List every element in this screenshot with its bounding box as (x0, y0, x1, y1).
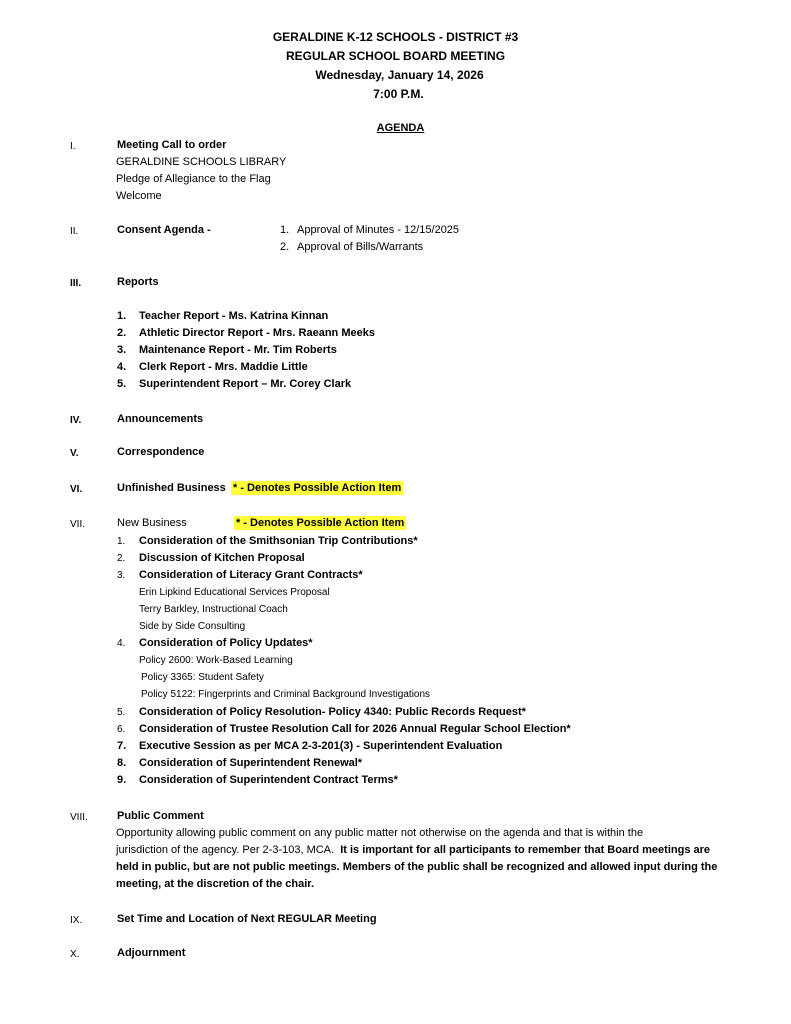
section-number: III. (70, 278, 82, 289)
list-item: Consideration of Policy Resolution- Policy 4340: Public Records Request* (139, 706, 526, 718)
section-title: Reports (117, 276, 159, 288)
action-item-note: * - Denotes Possible Action Item (233, 482, 402, 494)
list-item: Consideration of Literacy Grant Contracts* (139, 569, 363, 581)
list-item: Consideration of Trustee Resolution Call for 2026 Annual Regular School Election* (139, 723, 571, 735)
sub-item: Policy 2600: Work-Based Learning (139, 655, 293, 666)
section-title: Announcements (117, 413, 204, 425)
section-number: IV. (70, 415, 82, 426)
list-item: Teacher Report - Ms. Katrina Kinnan (139, 310, 329, 322)
paragraph-line: meeting, at the discretion of the chair. (116, 878, 315, 890)
meeting-type: REGULAR SCHOOL BOARD MEETING (285, 49, 506, 63)
section-number: VII. (70, 519, 86, 530)
section-number: I. (70, 141, 76, 152)
section-title: Public Comment (117, 810, 204, 822)
district-title: GERALDINE K-12 SCHOOLS - DISTRICT #3 (272, 30, 519, 44)
list-item: Consideration of Superintendent Contract Terms* (139, 774, 398, 786)
paragraph-text: jurisdiction of the agency. Per 2-3-103, MCA. (116, 844, 335, 856)
agenda-heading: AGENDA (376, 122, 425, 134)
list-number: 8. (117, 757, 127, 769)
list-item: Approval of Minutes - 12/15/2025 (297, 224, 460, 236)
list-item: Maintenance Report - Mr. Tim Roberts (139, 344, 337, 356)
section-title: Adjournment (117, 947, 186, 959)
list-number: 5. (117, 707, 126, 718)
section-title: New Business (117, 517, 187, 529)
section-number: V. (70, 448, 79, 459)
section-number: VI. (70, 484, 83, 495)
list-number: 6. (117, 724, 126, 735)
paragraph-line: Opportunity allowing public comment on any public matter not otherwise on the agenda and that is within the (116, 827, 644, 839)
section-number: IX. (70, 915, 83, 926)
paragraph-emphasis: It is important for all participants to remember that Board meetings are (340, 844, 711, 856)
list-number: 1. (280, 224, 290, 236)
section-title: Correspondence (117, 446, 205, 458)
sub-item: Policy 3365: Student Safety (141, 672, 264, 683)
section-title: Set Time and Location of Next REGULAR Meeting (117, 913, 377, 925)
list-number: 1. (117, 310, 127, 322)
meeting-date: Wednesday, January 14, 2026 (315, 68, 484, 82)
meeting-time: 7:00 P.M. (373, 87, 424, 101)
list-number: 9. (117, 774, 127, 786)
list-number: 3. (117, 570, 126, 581)
action-item-note: * - Denotes Possible Action Item (236, 517, 405, 529)
list-item: Executive Session as per MCA 2-3-201(3) - Superintendent Evaluation (139, 740, 503, 752)
list-item: Consideration of Superintendent Renewal* (139, 757, 363, 769)
list-item: Consideration of Policy Updates* (139, 637, 313, 649)
section-number: II. (70, 226, 79, 237)
sub-item: Side by Side Consulting (139, 621, 246, 632)
list-item: Consideration of the Smithsonian Trip Contributions* (139, 535, 418, 547)
section-number: X. (70, 949, 80, 960)
location-line: GERALDINE SCHOOLS LIBRARY (116, 156, 287, 168)
list-item: Athletic Director Report - Mrs. Raeann Meeks (139, 327, 375, 339)
sub-item: Policy 5122: Fingerprints and Criminal Background Investigations (141, 689, 431, 700)
welcome-line: Welcome (116, 190, 162, 202)
section-title: Meeting Call to order (117, 139, 227, 151)
list-number: 7. (117, 740, 127, 752)
list-item: Approval of Bills/Warrants (297, 241, 424, 253)
list-number: 2. (280, 241, 290, 253)
list-number: 4. (117, 638, 126, 649)
sub-item: Terry Barkley, Instructional Coach (139, 604, 288, 615)
pledge-line: Pledge of Allegiance to the Flag (116, 173, 271, 185)
section-title: Unfinished Business (117, 482, 226, 494)
list-number: 2. (117, 553, 126, 564)
list-number: 5. (117, 378, 127, 390)
list-number: 2. (117, 327, 127, 339)
list-item: Superintendent Report – Mr. Corey Clark (139, 378, 352, 390)
sub-item: Erin Lipkind Educational Services Proposal (139, 587, 330, 598)
paragraph-line (116, 844, 710, 856)
list-number: 3. (117, 344, 127, 356)
list-item: Clerk Report - Mrs. Maddie Little (139, 361, 308, 373)
section-number: VIII. (70, 812, 88, 823)
list-number: 1. (117, 536, 126, 547)
paragraph-line: held in public, but are not public meetings. Members of the public shall be recognized and allowed input during the (116, 861, 718, 873)
list-number: 4. (117, 361, 127, 373)
section-title: Consent Agenda - (117, 224, 211, 236)
list-item: Discussion of Kitchen Proposal (139, 552, 305, 564)
